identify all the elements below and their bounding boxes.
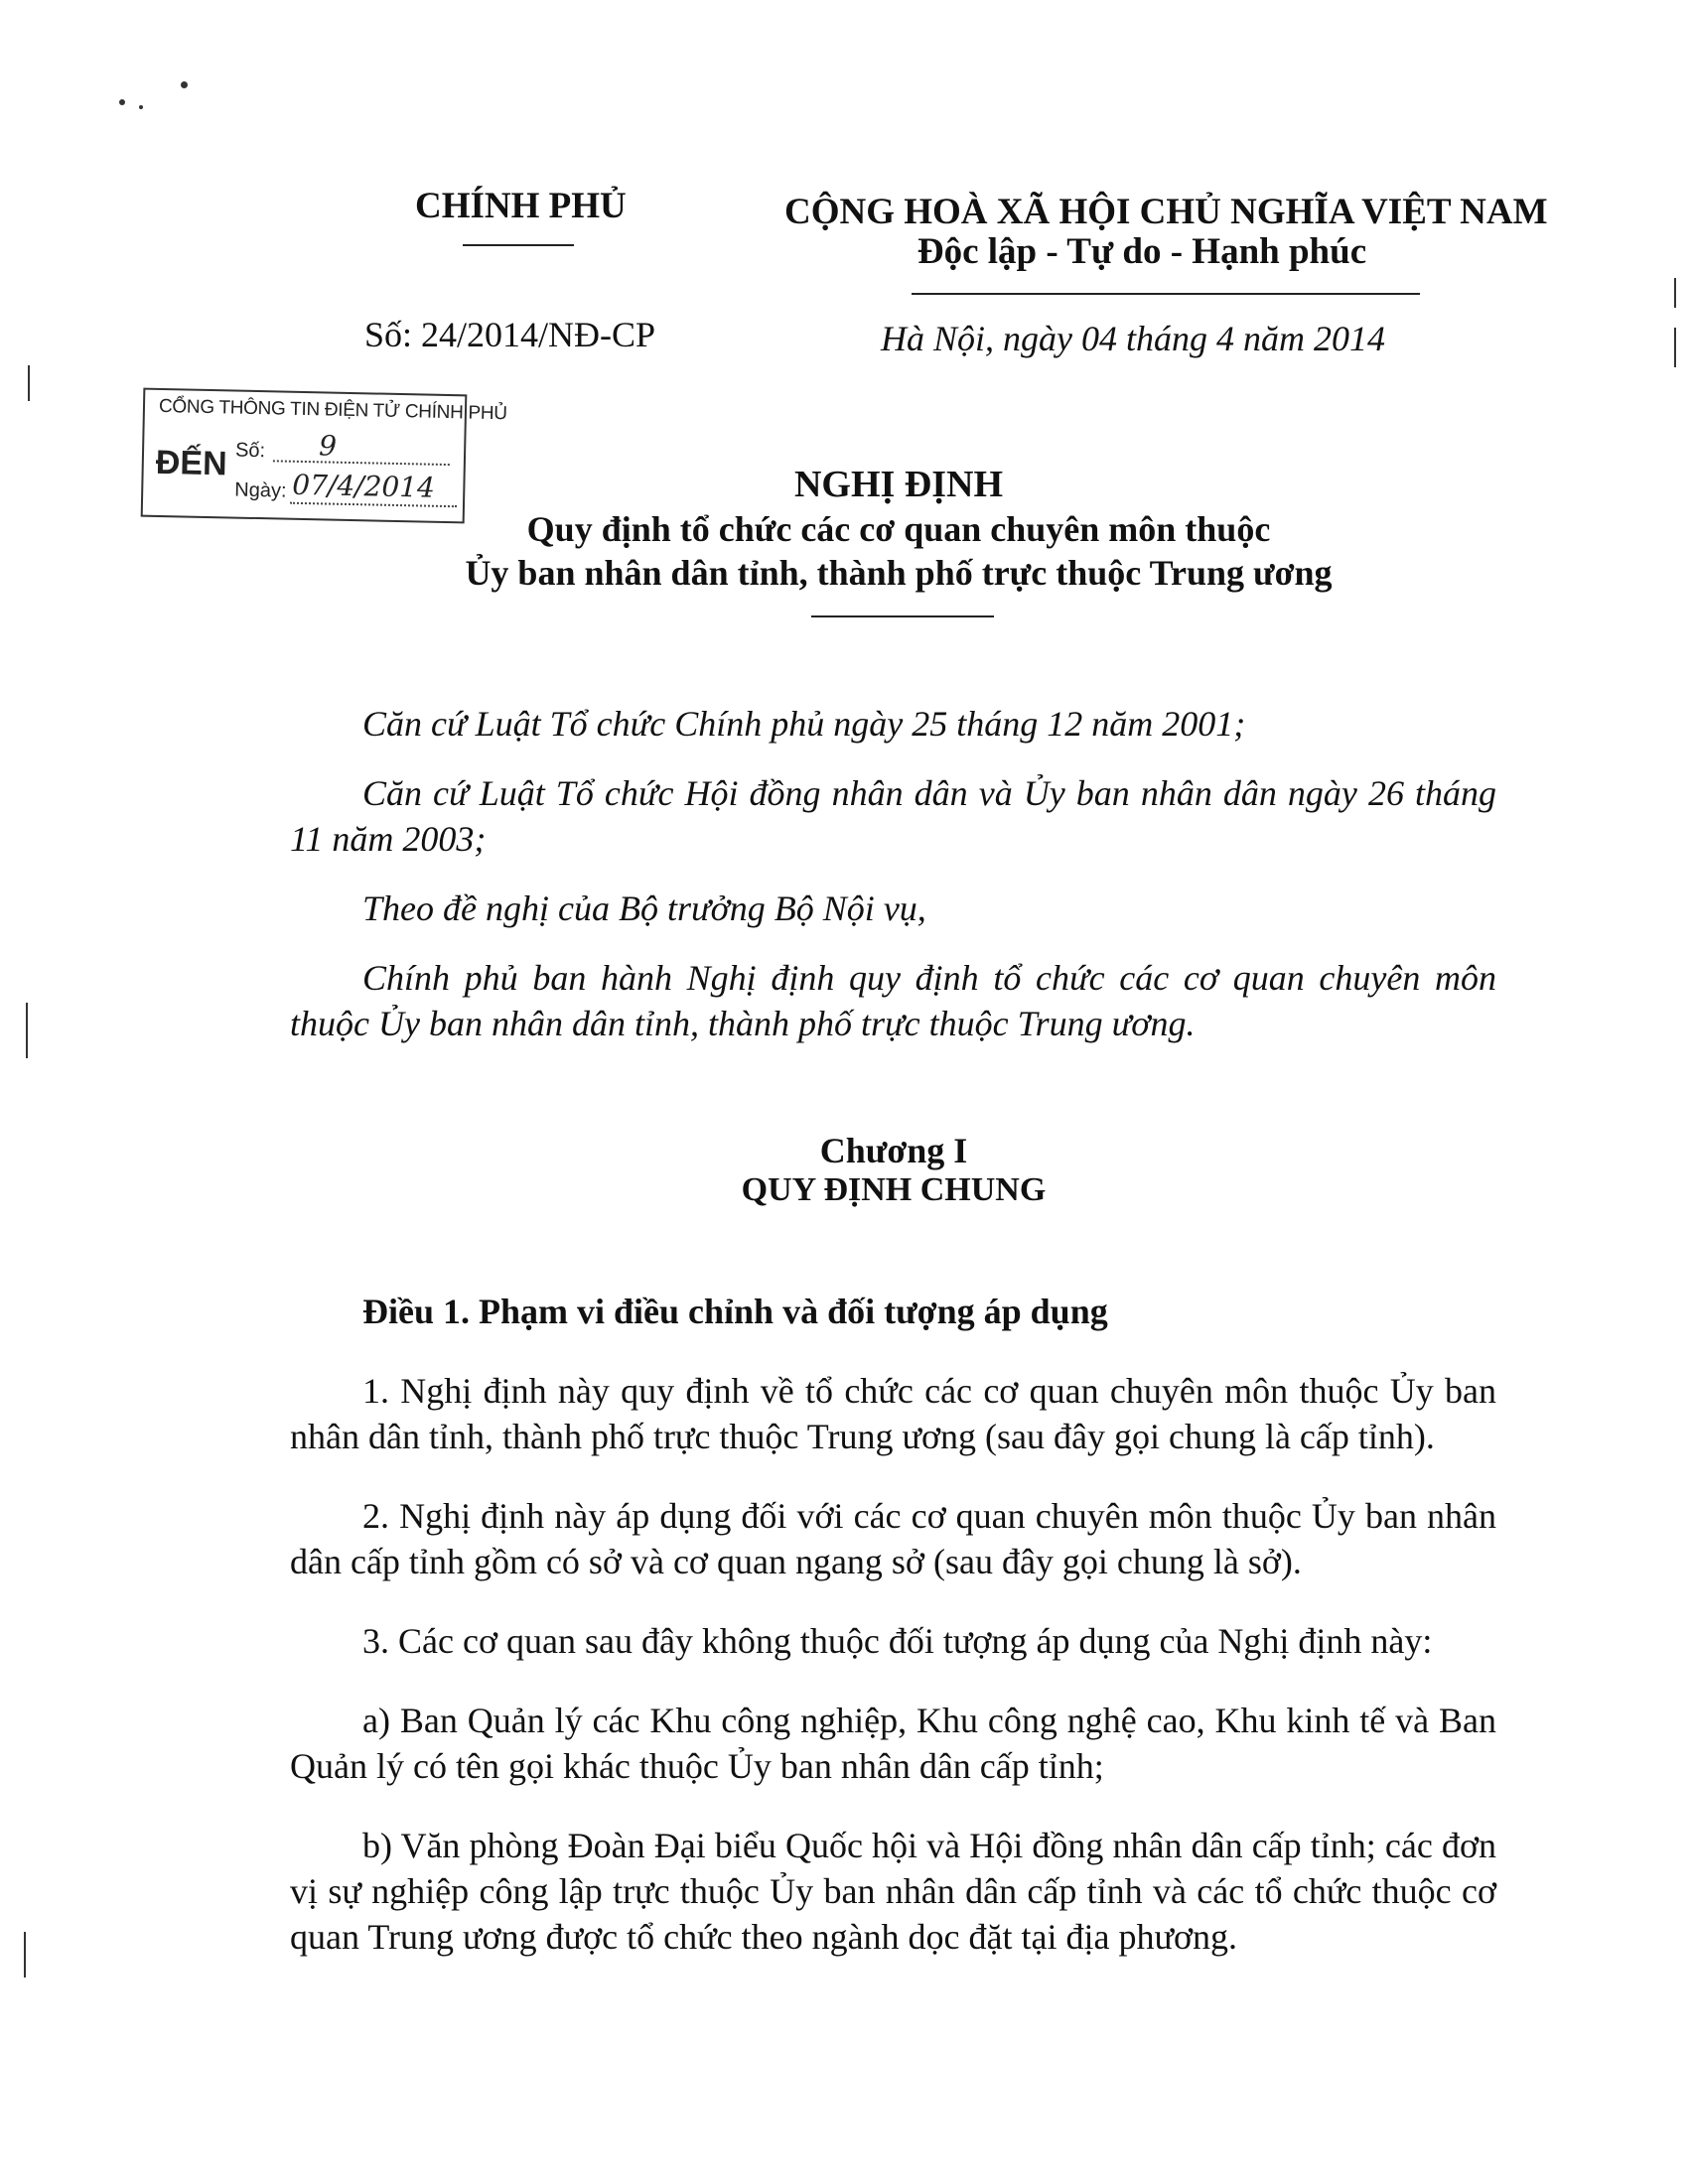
stamp-number-value: 9: [318, 429, 338, 463]
article-heading: Điều 1. Phạm vi điều chỉnh và đối tượng áp dụng: [362, 1292, 1108, 1331]
article-item: 3. Các cơ quan sau đây không thuộc đối tượng áp dụng của Nghị định này:: [362, 1621, 1433, 1661]
article-item: a) Ban Quản lý các Khu công nghiệp, Khu công nghệ cao, Khu kinh tế và Ban Quản lý có tên gọi khác thuộc Ủy ban nhân dân cấp tỉnh;: [290, 1701, 1496, 1786]
received-stamp: [141, 388, 507, 524]
scan-speck: [181, 81, 188, 88]
document-type: NGHỊ ĐỊNH: [793, 464, 1004, 505]
stamp-date-label: Ngày:: [234, 478, 287, 502]
scan-edge-mark: [1674, 278, 1676, 308]
chapter-number: Chương I: [819, 1131, 968, 1170]
preamble-clause: Theo đề nghị của Bộ trưởng Bộ Nội vụ,: [362, 888, 926, 928]
document-title-line1: Quy định tổ chức các cơ quan chuyên môn thuộc: [526, 509, 1271, 549]
scan-edge-mark: [24, 1932, 26, 1978]
national-motto: Độc lập - Tự do - Hạnh phúc: [916, 231, 1367, 272]
stamp-number-dots: [273, 460, 450, 466]
preamble-clause: Căn cứ Luật Tổ chức Hội đồng nhân dân và Ủy ban nhân dân ngày 26 tháng 11 năm 2003;: [290, 773, 1496, 859]
preamble-clause: Căn cứ Luật Tổ chức Chính phủ ngày 25 tháng 12 năm 2001;: [362, 704, 1246, 744]
document-title-line2: Ủy ban nhân dân tỉnh, thành phố trực thuộc Trung ương: [465, 553, 1333, 593]
document-number: Số: 24/2014/NĐ-CP: [364, 315, 656, 354]
article-body: [290, 1368, 1496, 1960]
place-date: Hà Nội, ngày 04 tháng 4 năm 2014: [881, 319, 1385, 358]
scan-edge-mark: [1674, 328, 1676, 367]
preamble-clause: Chính phủ ban hành Nghị định quy định tổ chức các cơ quan chuyên môn thuộc Ủy ban nhân dân tỉnh, thành phố trực thuộc Trung ương.: [290, 958, 1496, 1043]
article-item: 2. Nghị định này áp dụng đối với các cơ quan chuyên môn thuộc Ủy ban nhân dân cấp tỉnh gồm có sở và cơ quan ngang sở (sau đây gọi chung là sở).: [290, 1496, 1496, 1581]
stamp-date-value: 07/4/2014: [292, 468, 436, 504]
scan-speck: [139, 105, 143, 109]
motto-underline: [912, 293, 1420, 295]
issuer-name: CHÍNH PHỦ: [415, 186, 627, 226]
country-name: CỘNG HOÀ XÃ HỘI CHỦ NGHĨA VIỆT NAM: [784, 192, 1548, 232]
article-item: b) Văn phòng Đoàn Đại biểu Quốc hội và Hội đồng nhân dân cấp tỉnh; các đơn vị sự nghiệp công lập trực thuộc Ủy ban nhân dân cấp tỉnh và các tổ chức thuộc cơ quan Trung ương được tổ chức theo ngành dọc đặt tại địa phương.: [290, 1826, 1496, 1957]
chapter-name: QUY ĐỊNH CHUNG: [741, 1171, 1047, 1208]
scan-edge-mark: [26, 1003, 28, 1058]
stamp-number-label: Số:: [234, 439, 266, 463]
stamp-received-label: ĐẾN: [155, 443, 228, 483]
scan-speck: [119, 99, 125, 105]
issuer-underline: [463, 244, 574, 246]
stamp-organization: CỔNG THÔNG TIN ĐIỆN TỬ CHÍNH PHỦ: [158, 395, 507, 425]
scan-edge-mark: [28, 365, 30, 401]
title-underline: [811, 615, 994, 617]
article-item: 1. Nghị định này quy định về tổ chức các cơ quan chuyên môn thuộc Ủy ban nhân dân tỉnh, thành phố trực thuộc Trung ương (sau đây gọi chung là cấp tỉnh).: [290, 1371, 1496, 1456]
preamble: [290, 701, 1496, 1046]
